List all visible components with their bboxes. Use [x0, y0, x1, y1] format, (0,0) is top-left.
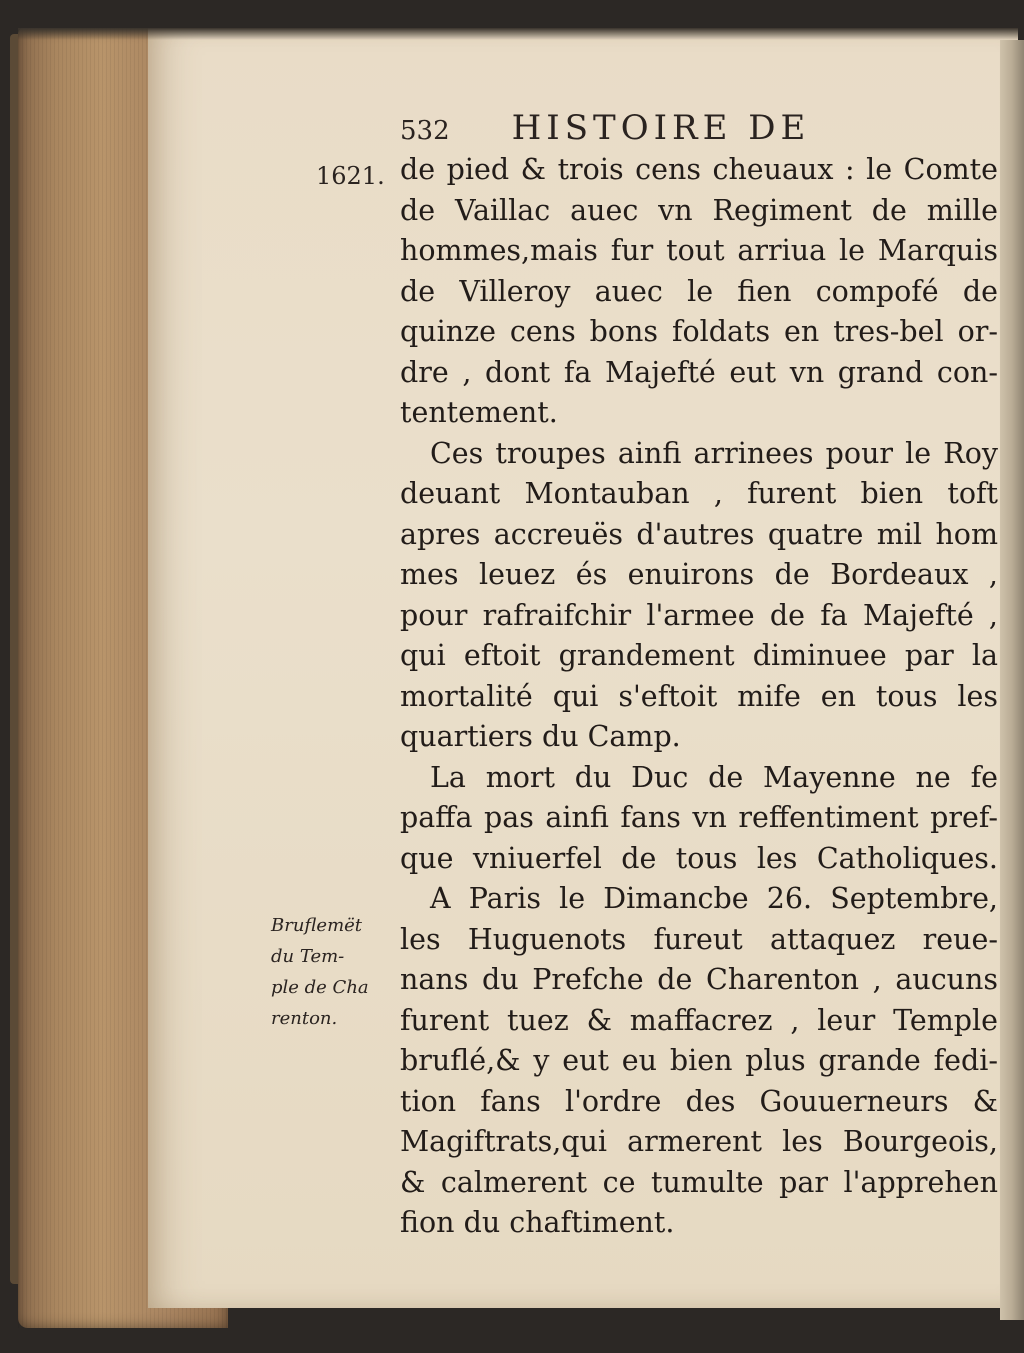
text-line: hommes,mais fur tout arriua le Marquis [400, 234, 998, 267]
text-line: pour rafraifchir l'armee de fa Majefté , [400, 598, 998, 632]
text-line: bruflé,& y eut eu bien plus grande fedi- [400, 1044, 998, 1077]
text-line: quinze cens bons foldats en tres-bel or- [400, 315, 998, 348]
text-line: mes leuez és enuirons de Bordeaux , [400, 558, 998, 591]
text-line: paffa pas ainfi fans vn reffentiment pref- [400, 801, 998, 834]
page-gutter-edge [1000, 40, 1024, 1320]
text-line: mortalité qui s'eftoit mife en tous les [400, 679, 998, 713]
margin-note-line: ple de Cha [271, 977, 369, 998]
text-line: A Paris le Dimancbe 26. Septembre, [430, 882, 998, 915]
text-line: de Vaillac auec vn Regiment de mille [400, 193, 998, 227]
page-top-shadow [18, 28, 1018, 40]
text-line: fion du chaftiment. [400, 1206, 675, 1239]
text-line: dre , dont fa Majefté eut vn grand con- [400, 355, 998, 389]
text-line: furent tuez & maffacrez , leur Temple [400, 1003, 998, 1037]
margin-note-line: du Tem- [271, 946, 345, 967]
margin-year: 1621. [316, 162, 385, 190]
text-line: que vniuerfel de tous les Catholiques. [400, 841, 998, 875]
text-line: tentement. [400, 396, 558, 429]
margin-note [271, 910, 401, 1034]
running-title: HISTOIRE DE [511, 108, 811, 148]
text-line: de pied & trois cens cheuaux : le Comte [400, 153, 998, 186]
text-line: apres accreuës d'autres quatre mil hom [400, 517, 998, 551]
text-line: quartiers du Camp. [400, 720, 681, 753]
text-line: Magiftrats,qui armerent les Bourgeois, [400, 1125, 998, 1158]
page-number: 532 [400, 116, 450, 146]
text-line: les Huguenots fureut attaquez reue- [400, 922, 998, 956]
text-line: & calmerent ce tumulte par l'apprehen [400, 1165, 998, 1199]
text-line: qui eftoit grandement diminuee par la [400, 639, 998, 672]
margin-note-line: Bruflemët [271, 915, 363, 936]
margin-note-line: renton. [271, 1008, 338, 1029]
running-head [400, 108, 810, 148]
text-line: de Villeroy auec le fien compofé de [400, 274, 998, 308]
body-text [400, 150, 998, 1244]
text-line: La mort du Duc de Mayenne ne fe [430, 760, 998, 794]
text-line: nans du Prefche de Charenton , aucuns [400, 963, 998, 996]
text-line: deuant Montauban , furent bien toft [400, 477, 998, 510]
text-line: Ces troupes ainfi arrinees pour le Roy [430, 436, 998, 470]
text-line: tion fans l'ordre des Gouuerneurs & [400, 1084, 998, 1118]
